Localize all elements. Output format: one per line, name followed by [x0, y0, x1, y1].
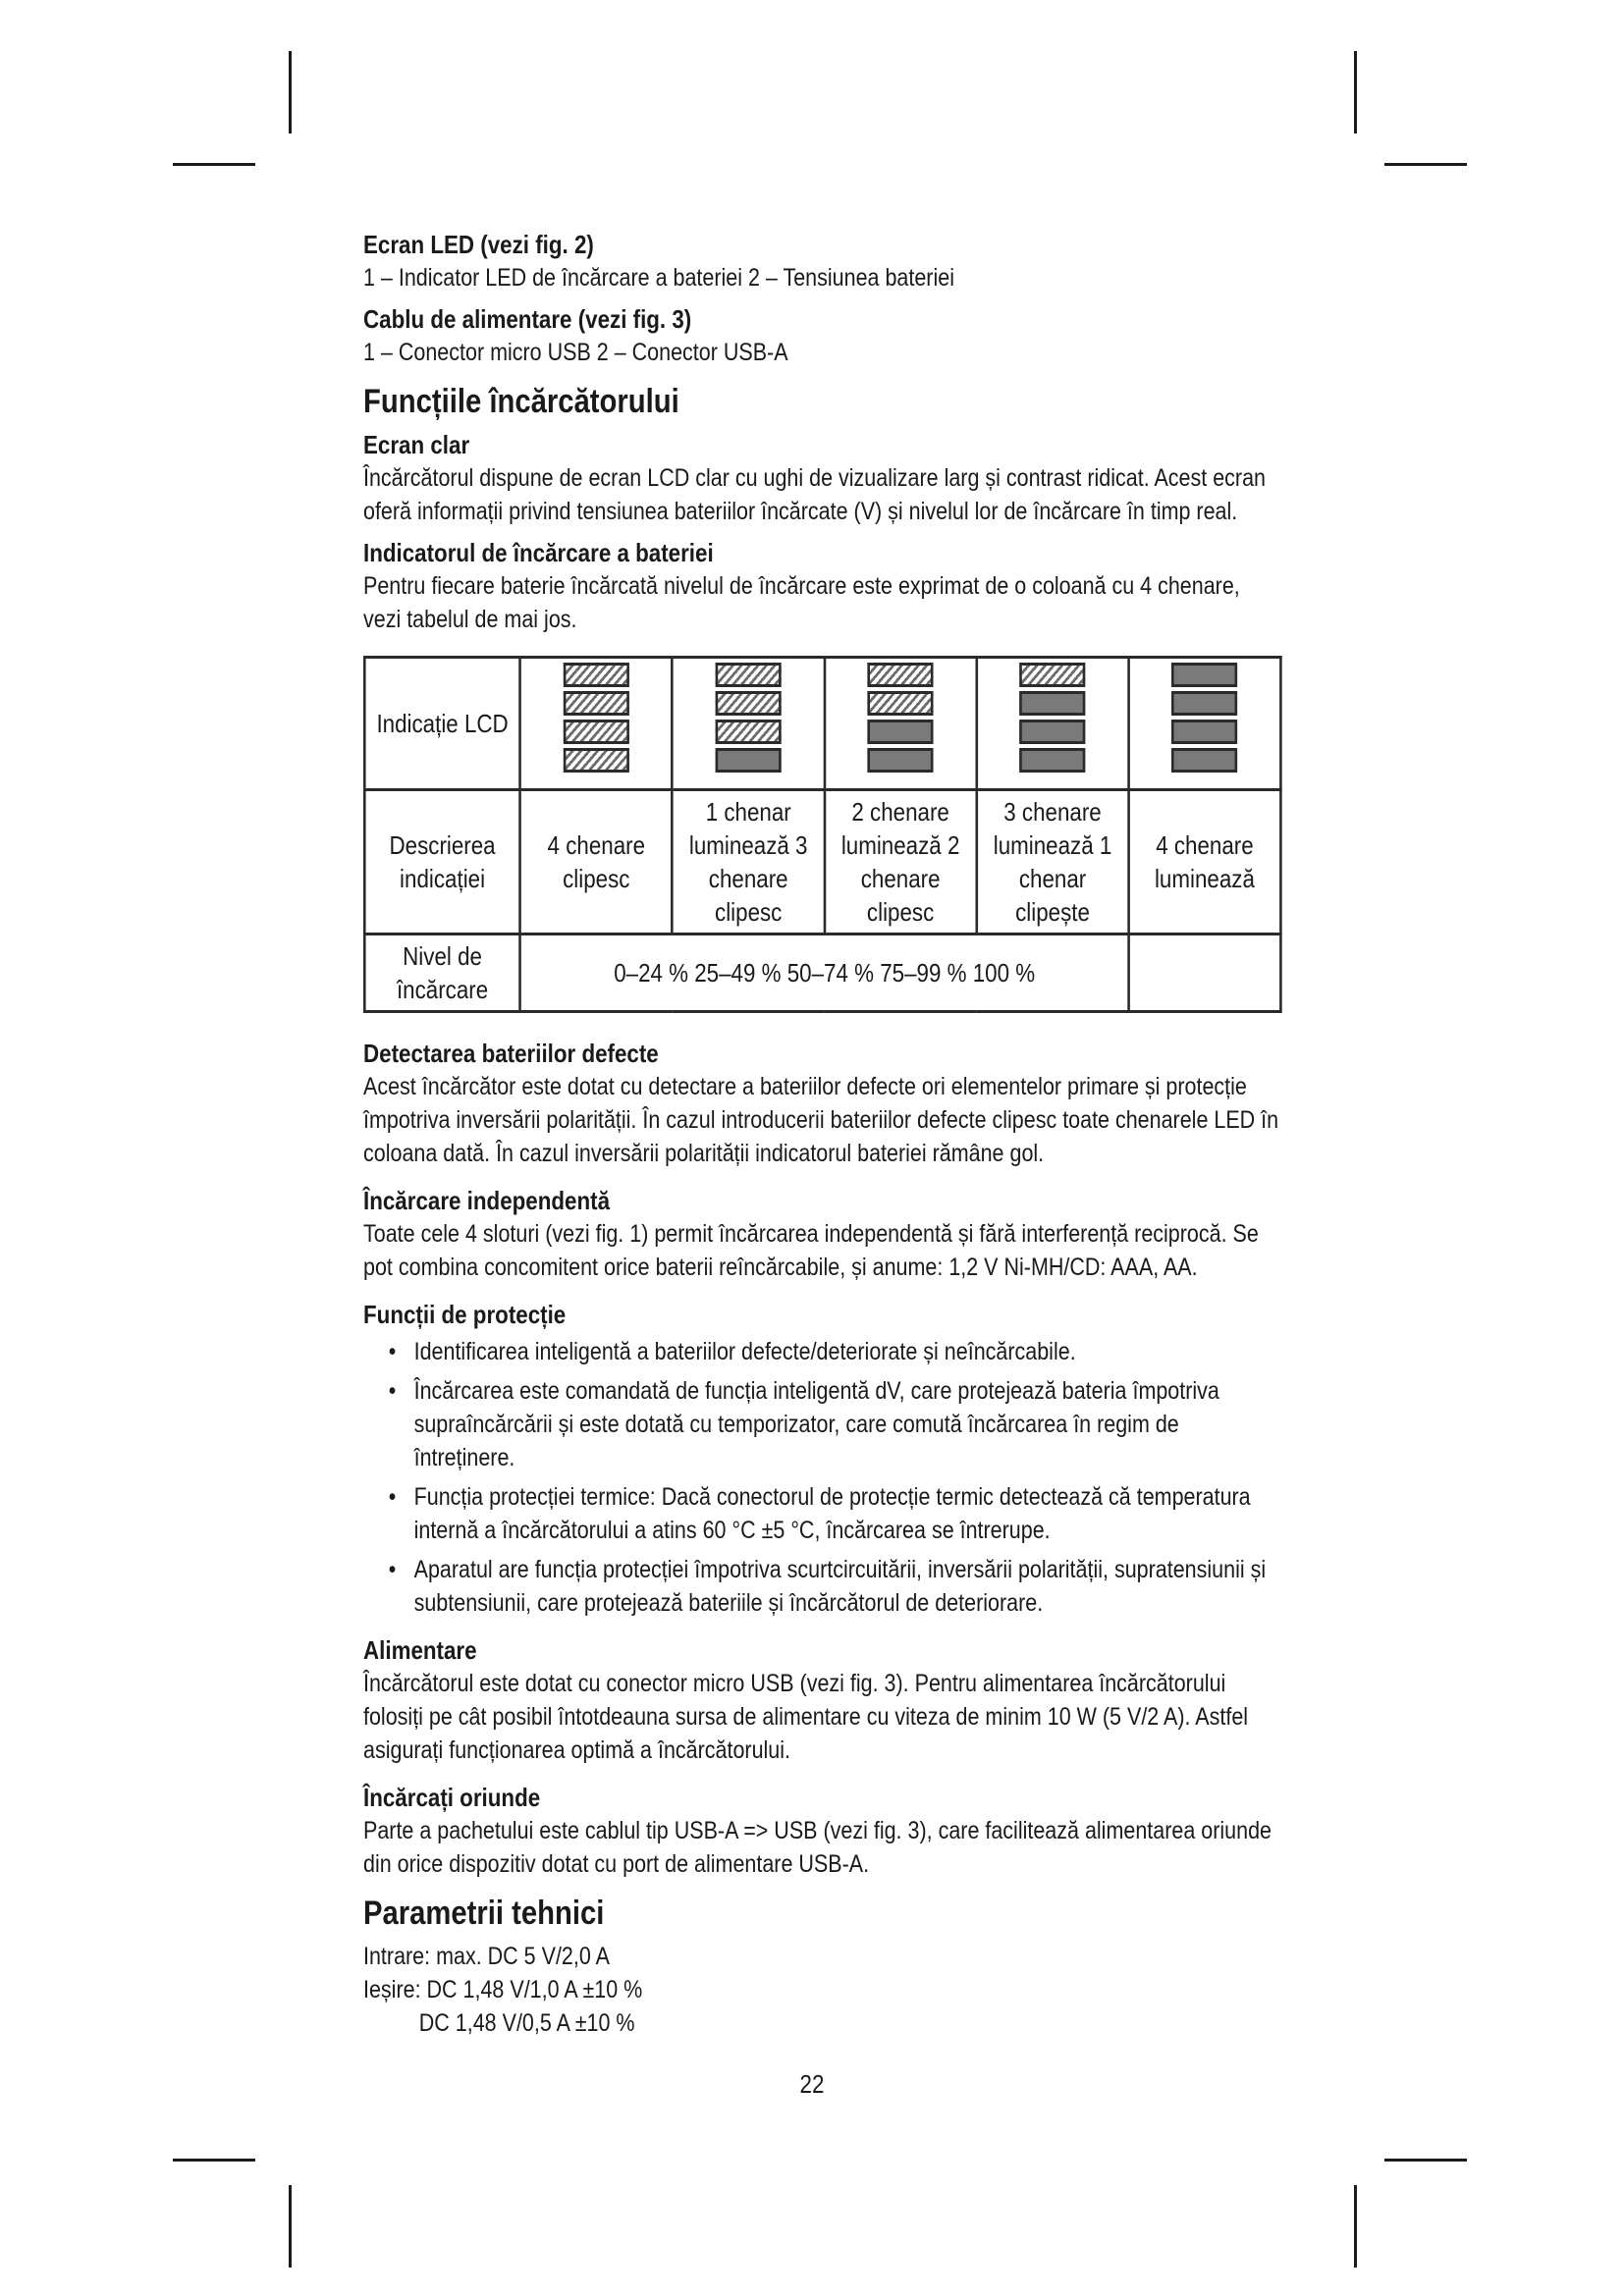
- lit-segment: [1019, 691, 1085, 716]
- description-row-label: Descrierea indicației: [364, 790, 520, 934]
- battery-column-2: [825, 658, 977, 790]
- lcd-row: [364, 658, 1280, 790]
- lit-segment: [1171, 720, 1237, 744]
- lit-segment: [1171, 748, 1237, 773]
- functions-heading: Funcțiile încărcătorului: [363, 383, 679, 420]
- blinking-segment: [868, 663, 934, 687]
- lcd-indication-table: [363, 656, 1282, 1013]
- battery-column-4: [1128, 658, 1280, 790]
- clear-screen-text: Încărcătorul dispune de ecran LCD clar cu ughi de vizualizare larg și contrast ridicat. Acest ecran oferă informații privind tensiunea bateriilor încărcate (V) și nivelul lor de încărcare în timp real.: [363, 464, 1266, 525]
- level-empty-cell: [1128, 934, 1280, 1012]
- blinking-segment: [868, 691, 934, 716]
- crop-mark-bottom-left-h: [173, 2159, 255, 2162]
- battery-icon: [1019, 663, 1085, 776]
- battery-column-1: [673, 658, 825, 790]
- crop-mark-top-left-h: [173, 163, 255, 166]
- lit-segment: [868, 748, 934, 773]
- cable-text: 1 – Conector micro USB 2 – Conector USB-A: [363, 339, 788, 366]
- crop-mark-bottom-right-v: [1354, 2185, 1357, 2268]
- level-row-label: Nivel de încărcare: [364, 934, 520, 1012]
- blinking-segment: [1019, 663, 1085, 687]
- lit-segment: [868, 720, 934, 744]
- level-values: 0–24 % 25–49 % 50–74 % 75–99 % 100 %: [520, 934, 1129, 1012]
- protection-list: [363, 1335, 1282, 1620]
- blinking-segment: [564, 691, 629, 716]
- spec-output-2: DC 1,48 V/0,5 A ±10 %: [418, 2009, 635, 2037]
- spec-input: Intrare: max. DC 5 V/2,0 A: [363, 1943, 610, 1970]
- independent-heading: Încărcare independentă: [363, 1186, 611, 1215]
- crop-mark-top-left-v: [289, 51, 292, 133]
- battery-icon: [868, 663, 934, 776]
- cable-heading: Cablu de alimentare (vezi fig. 3): [363, 304, 692, 334]
- independent-text: Toate cele 4 sloturi (vezi fig. 1) permit încărcarea independentă și fără interferență reciprocă. Se pot combina concomitent orice baterii reîncărcabile, și anume: 1,2 V Ni-MH/CD: AAA, AA.: [363, 1220, 1259, 1281]
- crop-mark-top-right-h: [1384, 163, 1467, 166]
- indicator-text: Pentru fiecare baterie încărcată nivelul de încărcare este exprimat de o coloană cu 4 chenare, vezi tabelul de mai jos.: [363, 572, 1240, 633]
- battery-icon: [716, 663, 782, 776]
- blinking-segment: [716, 663, 782, 687]
- page-content: [363, 228, 1279, 2040]
- defect-heading: Detectarea bateriilor defecte: [363, 1039, 659, 1068]
- lit-segment: [1019, 720, 1085, 744]
- anywhere-text: Parte a pachetului este cablul tip USB-A => USB (vezi fig. 3), care facilitează alimentarea oriunde din orice dispozitiv dotat cu port de alimentare USB-A.: [363, 1817, 1272, 1878]
- lit-segment: [1019, 748, 1085, 773]
- list-item: • Aparatul are funcția protecției împotriva scurtcircuitării, inversării polarității, supratensiunii și subtensiunii, care protejează bateriile și încărcătorul de deteriorare.: [389, 1553, 1282, 1620]
- battery-column-3: [977, 658, 1129, 790]
- battery-icon: [564, 663, 629, 776]
- page-number: 22: [799, 2069, 825, 2099]
- description-cell: 4 chenare luminează: [1128, 790, 1280, 934]
- power-text: Încărcătorul este dotat cu conector micro USB (vezi fig. 3). Pentru alimentarea încărcătorului folosiți pe cât posibil întotdeauna sursa de alimentare cu viteza de minim 10 W (5 V/2 A). Astfel asigurați funcționarea optimă a încărcătorului.: [363, 1670, 1249, 1764]
- blinking-segment: [564, 720, 629, 744]
- defect-text: Acest încărcător este dotat cu detectare a bateriilor defecte ori elementelor primare și protecție împotriva inversării polarității. În cazul introducerii bateriilor defecte clipesc toate chenarele LED în coloana dată. În cazul inversării polarității indicatorul bateriei rămâne gol.: [363, 1073, 1279, 1167]
- level-row: [364, 934, 1280, 1012]
- description-row: [364, 790, 1280, 934]
- crop-mark-top-right-v: [1354, 51, 1357, 133]
- lit-segment: [1171, 691, 1237, 716]
- lit-segment: [716, 748, 782, 773]
- crop-mark-bottom-left-v: [289, 2185, 292, 2268]
- blinking-segment: [716, 691, 782, 716]
- list-item: • Funcția protecției termice: Dacă conectorul de protecție termic detectează că temperatura internă a încărcătorului a atins 60 °C ±5 °C, încărcarea se întrerupe.: [389, 1480, 1282, 1547]
- battery-icon: [1171, 663, 1237, 776]
- led-screen-heading: Ecran LED (vezi fig. 2): [363, 230, 594, 259]
- description-cell: 4 chenare clipesc: [520, 790, 673, 934]
- blinking-segment: [564, 748, 629, 773]
- power-heading: Alimentare: [363, 1635, 477, 1665]
- crop-mark-bottom-right-h: [1384, 2159, 1467, 2162]
- clear-screen-heading: Ecran clar: [363, 430, 470, 459]
- blinking-segment: [564, 663, 629, 687]
- description-cell: 1 chenar luminează 3 chenare clipesc: [673, 790, 825, 934]
- list-item: • Încărcarea este comandată de funcția inteligentă dV, care protejează bateria împotriva supraîncărcării și este dotată cu temporizator, care comută încărcarea în regim de întreținere.: [389, 1374, 1282, 1474]
- description-cell: 2 chenare luminează 2 chenare clipesc: [825, 790, 977, 934]
- led-screen-text: 1 – Indicator LED de încărcare a bateriei 2 – Tensiunea bateriei: [363, 264, 954, 292]
- blinking-segment: [716, 720, 782, 744]
- lcd-row-label: Indicație LCD: [364, 658, 520, 790]
- description-cell: 3 chenare luminează 1 chenar clipește: [977, 790, 1129, 934]
- anywhere-heading: Încărcați oriunde: [363, 1783, 541, 1812]
- indicator-heading: Indicatorul de încărcare a bateriei: [363, 538, 714, 567]
- protection-heading: Funcții de protecție: [363, 1300, 567, 1329]
- specs-heading: Parametrii tehnici: [363, 1895, 605, 1932]
- list-item: • Identificarea inteligentă a bateriilor defecte/deteriorate și neîncărcabile.: [389, 1335, 1282, 1368]
- battery-column-0: [520, 658, 673, 790]
- spec-output-1: Ieșire: DC 1,48 V/1,0 A ±10 %: [363, 1976, 643, 2003]
- lit-segment: [1171, 663, 1237, 687]
